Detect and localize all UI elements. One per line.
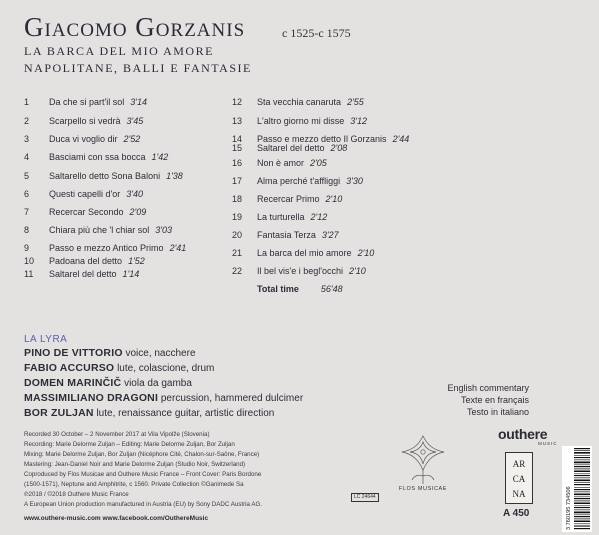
- track-title: Duca vi voglio dir: [49, 134, 118, 144]
- track-title: Fantasia Terza: [257, 230, 316, 240]
- track-title: L'altro giorno mi disse: [257, 116, 345, 126]
- track-time: 1'42: [151, 152, 169, 162]
- credit-line: A European Union production manufactured in Austria (EU) by Sony DADC Austria AG.: [24, 501, 262, 508]
- track-title: La barca del mio amore: [257, 248, 352, 258]
- track-time: 2'10: [325, 194, 343, 204]
- svg-text:NA: NA: [512, 489, 526, 499]
- track-number: 3: [24, 134, 30, 144]
- language-line: English commentary: [447, 383, 529, 393]
- track-title: Questi capelli d'or: [49, 189, 121, 199]
- performer-role: lute, colascione, drum: [117, 363, 215, 374]
- track-time: 3'12: [350, 116, 367, 126]
- track-title: Sta vecchia canaruta: [257, 97, 342, 107]
- performer-role: percussion, hammered dulcimer: [160, 393, 304, 404]
- credit-line: Recording: Marie Delorme Zuljan – Editing: Marie Delorme Zuljan, Bor Zuljan: [24, 441, 235, 448]
- performer-name: BOR ZULJAN: [24, 407, 94, 419]
- track-number: 12: [232, 97, 243, 107]
- track-number: 20: [232, 230, 243, 240]
- performer-role: viola da gamba: [124, 378, 192, 389]
- track-time: 2'10: [348, 266, 366, 276]
- track-time: 2'10: [357, 248, 375, 258]
- track-time: 3'14: [130, 97, 147, 107]
- track-number: 19: [232, 212, 243, 222]
- track-time: 1'52: [128, 256, 145, 266]
- track-number: 13: [232, 116, 243, 126]
- track-time: 3'03: [155, 225, 172, 235]
- track-title: Alma perché t'affliggi: [257, 176, 341, 186]
- performer-name: FABIO ACCURSO: [24, 362, 115, 374]
- track-title: Padoana del detto: [49, 256, 123, 266]
- track-title: Passo e mezzo Antico Primo: [49, 243, 164, 253]
- performer-item: [24, 347, 196, 359]
- track-number: 8: [24, 225, 30, 235]
- track-number: 2: [24, 116, 30, 126]
- track-title: Recercar Primo: [257, 194, 320, 204]
- track-time: 2'52: [123, 134, 141, 144]
- track-title: Chiara più che 'l chiar sol: [49, 225, 150, 235]
- track-number: 6: [24, 189, 30, 199]
- performer-item: [24, 362, 214, 374]
- outhere-logo: [498, 426, 560, 448]
- performer-role: voice, nacchere: [125, 348, 196, 359]
- track-time: 3'30: [346, 176, 363, 186]
- track-number: 15: [232, 143, 243, 153]
- track-number: 7: [24, 207, 30, 217]
- album-title: LA BARCA DEL MIO AMORE: [24, 44, 214, 58]
- track-time: 2'09: [129, 207, 147, 217]
- credit-line: Mastering: Jean-Daniel Noir and Marie Delorme Zuljan (Studio Noir, Switzerland): [24, 461, 246, 468]
- track-number: 22: [232, 266, 243, 276]
- ensemble-name: LA LYRA: [24, 334, 68, 345]
- total-time-value: 56'48: [320, 284, 343, 294]
- track-time: 3'45: [126, 116, 144, 126]
- credit-line: ℗2018 / ©2018 Outhere Music France: [24, 491, 129, 498]
- catalog-number: A 450: [503, 508, 530, 519]
- track-time: 2'41: [169, 243, 187, 253]
- track-number: 17: [232, 176, 243, 186]
- track-number: 9: [24, 243, 30, 253]
- arcana-logo-icon: [505, 452, 533, 504]
- track-title: Da che si part'il sol: [49, 97, 125, 107]
- track-title: Recercar Secondo: [49, 207, 124, 217]
- track-title: Non è amor: [257, 158, 305, 168]
- track-number: 14: [232, 134, 243, 144]
- track-title: Saltarel del detto: [49, 269, 117, 279]
- performer-item: [24, 407, 274, 419]
- track-time: 2'55: [347, 97, 364, 107]
- language-line: Testo in italiano: [466, 407, 529, 417]
- flos-musicae-label: FLOS MUSICAE: [398, 486, 448, 492]
- track-number: 21: [232, 248, 243, 258]
- composer-dates: c 1525-c 1575: [282, 26, 351, 40]
- credit-line: Coproduced by Flos Musicae and Outhere Music France – Front Cover: Paris Bordone: [24, 471, 262, 478]
- track-number: 11: [24, 269, 34, 279]
- track-title: Basciami con ssa bocca: [49, 152, 146, 162]
- track-time: 1'38: [166, 171, 183, 181]
- track-number: 18: [232, 194, 243, 204]
- total-time-label: Total time: [257, 284, 299, 294]
- track-number: 5: [24, 171, 30, 181]
- flos-musicae-logo-icon: [388, 432, 458, 488]
- svg-text:CA: CA: [512, 474, 526, 484]
- track-number: 4: [24, 152, 30, 162]
- credit-line: Mixing: Marie Delorme Zuljan, Bor Zuljan (Nicéphore Cité, Chalon-sur-Saône, France): [24, 451, 260, 458]
- track-time: 1'14: [122, 269, 140, 279]
- performer-item: [24, 392, 303, 404]
- track-title: Il bel vis'e i begl'occhi: [257, 266, 343, 276]
- track-number: 10: [24, 256, 35, 266]
- track-time: 3'27: [321, 230, 339, 240]
- svg-text:AR: AR: [512, 459, 526, 469]
- track-time: 2'44: [392, 134, 410, 144]
- performer-item: [24, 377, 192, 389]
- track-number: 16: [232, 158, 243, 168]
- album-subtitle: NAPOLITANE, BALLI E FANTASIE: [24, 61, 252, 75]
- performer-role: lute, renaissance guitar, artistic direction: [96, 408, 275, 419]
- track-time: 2'08: [330, 143, 348, 153]
- language-line: Texte en français: [460, 395, 529, 405]
- barcode-icon: [562, 446, 592, 532]
- track-title: Saltarel del detto: [257, 143, 325, 153]
- track-time: 2'12: [310, 212, 328, 222]
- performer-name: PINO DE VITTORIO: [24, 347, 123, 359]
- composer-name: Giacomo Gorzanis: [24, 12, 246, 42]
- website-links: www.outhere-music.com www.facebook.com/OuthereMusic: [24, 515, 209, 522]
- credit-line: (1500-1571), Neptune and Amphitrite, c 1560. Private Collection ©Ganimede Sa: [24, 481, 244, 488]
- track-time: 3'40: [126, 189, 143, 199]
- credit-line: Recorded 30 October – 2 November 2017 at Vila Vipolže (Slovenia): [24, 431, 210, 438]
- track-title: La turturella: [257, 212, 305, 222]
- track-title: Passo e mezzo detto Il Gorzanis: [257, 134, 387, 144]
- outhere-logo-subtext: MUSIC: [538, 441, 558, 446]
- performer-name: DOMEN MARINČIČ: [24, 377, 122, 389]
- barcode-digits: 3 760195 734506: [566, 486, 572, 530]
- track-title: Scarpello si vedrà: [49, 116, 121, 126]
- track-time: 2'05: [310, 158, 327, 168]
- track-number: 1: [24, 97, 30, 107]
- outhere-logo-text: outhere: [498, 426, 548, 442]
- track-title: Saltarello detto Sona Baloni: [49, 171, 161, 181]
- performer-name: MASSIMILIANO DRAGONI: [24, 392, 159, 404]
- label-code: LC 24644: [351, 493, 379, 502]
